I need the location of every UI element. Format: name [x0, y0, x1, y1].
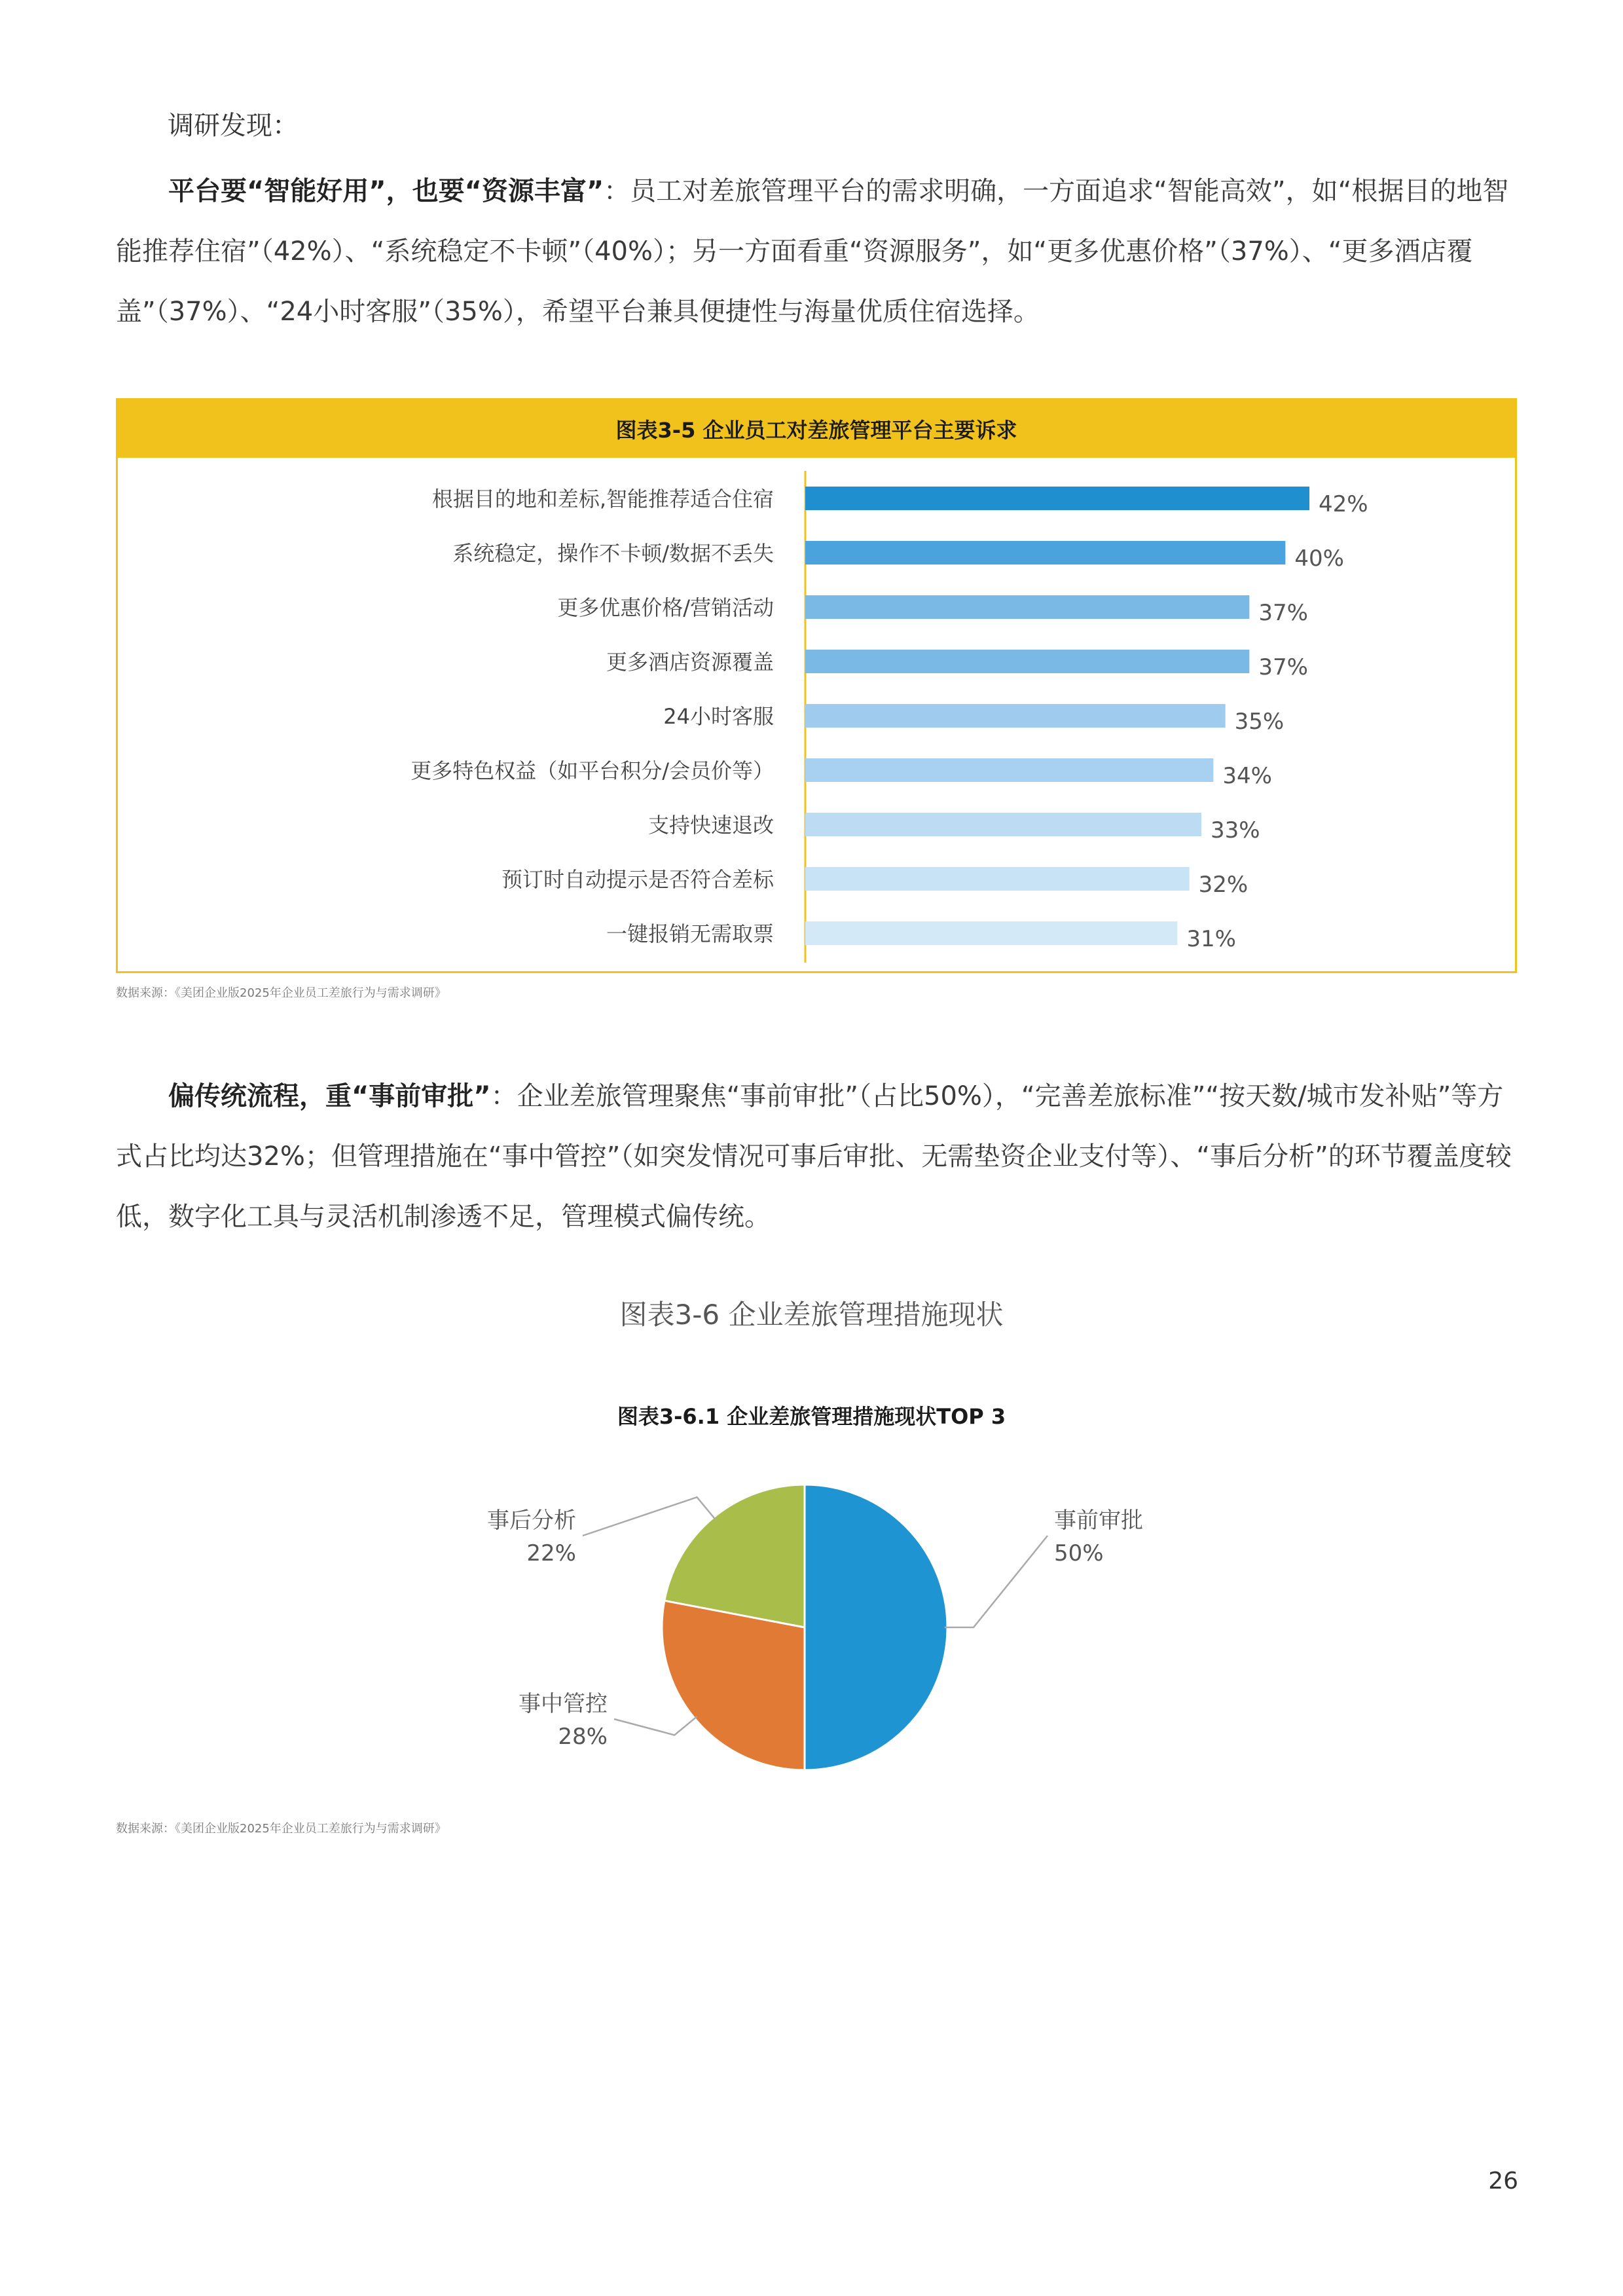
- paragraph-management-mode: [116, 1066, 1517, 1247]
- bar-category-label: 更多特色权益（如平台积分/会员价等）: [410, 758, 774, 783]
- bar-value-label: 42%: [1319, 491, 1368, 517]
- bar-chart-panel: [116, 398, 1517, 973]
- pie-category-label: 事前审批: [1054, 1508, 1143, 1534]
- bar-category-label: 根据目的地和差标,智能推荐适合住宿: [431, 487, 774, 511]
- pie-slice: [662, 1601, 805, 1770]
- pie-value-label: 50%: [1054, 1540, 1104, 1566]
- bar: [805, 487, 1309, 510]
- bar-category-label: 系统稳定，操作不卡顿/数据不丢失: [452, 541, 774, 566]
- bar: [805, 758, 1213, 782]
- pie-slice: [805, 1485, 947, 1770]
- pie-chart-title: 图表3-6.1 企业差旅管理措施现状TOP 3: [617, 1404, 1006, 1429]
- bar: [805, 650, 1249, 673]
- paragraph-platform-needs: [116, 161, 1517, 342]
- data-source-1: 数据来源：《美团企业版2025年企业员工差旅行为与需求调研》: [116, 986, 447, 1000]
- bar-value-label: 37%: [1258, 654, 1308, 680]
- paragraph-management-mode-heading: 偏传统流程，重“事前审批”: [168, 1081, 491, 1111]
- pie-leader-line: [614, 1716, 697, 1735]
- bar-category-label: 一键报销无需取票: [606, 921, 774, 946]
- paragraph-platform-needs-heading: 平台要“智能好用”，也要“资源丰富”: [168, 176, 604, 206]
- bar-value-label: 37%: [1258, 600, 1308, 626]
- pie-leader-line: [945, 1536, 1048, 1627]
- bar-category-label: 预订时自动提示是否符合差标: [501, 867, 774, 892]
- bar: [805, 867, 1190, 891]
- page-number: 26: [1488, 2168, 1518, 2194]
- figure-title: 图表3-6 企业差旅管理措施现状: [619, 1299, 1004, 1331]
- pie-value-label: 28%: [558, 1724, 608, 1750]
- bar-value-label: 33%: [1211, 817, 1260, 843]
- bar-value-label: 31%: [1186, 926, 1236, 952]
- bar-value-label: 32%: [1198, 872, 1249, 898]
- bar-value-label: 35%: [1234, 709, 1285, 735]
- paragraph-platform-needs-body: ：员工对差旅管理平台的需求明确，一方面追求“智能高效”，如“根据目的地智能推荐住宿”（42%）、“系统稳定不卡顿”（40%）；另一方面看重“资源服务”，如“更多优惠价格”（37%）、“更多酒店覆盖”（37%）、“24小时客服”（35%），希望平台兼具便捷性与海量优质住宿选择。: [116, 176, 1509, 327]
- bar-value-label: 34%: [1222, 763, 1272, 789]
- pie-category-label: 事后分析: [487, 1508, 576, 1534]
- pie-category-label: 事中管控: [519, 1691, 608, 1717]
- pie-chart: [0, 1467, 1623, 1807]
- bar-category-label: 更多酒店资源覆盖: [606, 650, 774, 675]
- data-source-2: 数据来源：《美团企业版2025年企业员工差旅行为与需求调研》: [116, 1822, 447, 1836]
- bar-chart-title: 图表3-5 企业员工对差旅管理平台主要诉求: [118, 400, 1515, 458]
- bar: [805, 921, 1177, 945]
- pie-leader-line: [583, 1497, 716, 1536]
- bar-chart: [118, 458, 1515, 971]
- pie-value-label: 22%: [526, 1540, 576, 1566]
- bar-category-label: 更多优惠价格/营销活动: [557, 595, 774, 620]
- paragraph-management-mode-body: ：企业差旅管理聚焦“事前审批”（占比50%），“完善差旅标准”“按天数/城市发补贴”等方式占比均达32%；但管理措施在“事中管控”（如突发情况可事后审批、无需垫资企业支付等）、“事后分析”的环节覆盖度较低，数字化工具与灵活机制渗透不足，管理模式偏传统。: [116, 1081, 1512, 1232]
- findings-label: 调研发现：: [168, 111, 299, 141]
- bar: [805, 541, 1285, 565]
- bar-category-label: 支持快速退改: [647, 813, 774, 838]
- bar: [805, 595, 1249, 619]
- bar: [805, 704, 1226, 728]
- bar-category-label: 24小时客服: [663, 704, 774, 729]
- bar-value-label: 40%: [1294, 546, 1344, 572]
- bar: [805, 813, 1201, 836]
